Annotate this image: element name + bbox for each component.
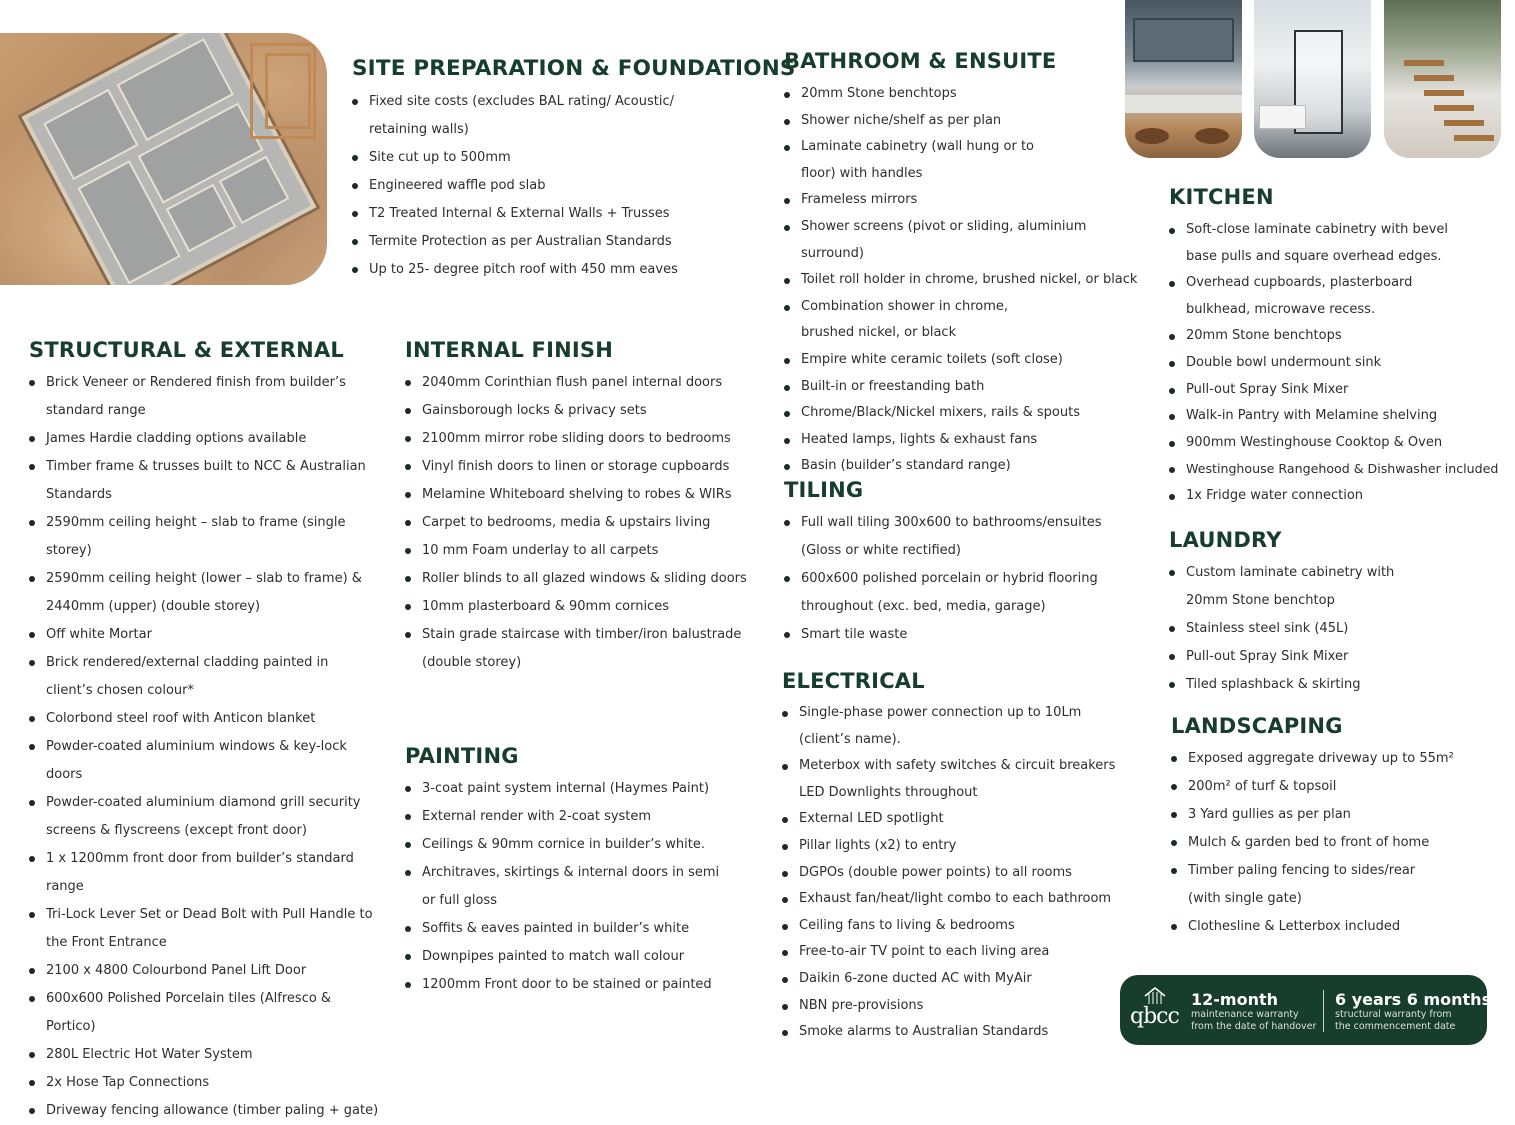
list-item: Timber frame & trusses built to NCC & Australian Standards (29, 453, 379, 509)
list-item: 10 mm Foam underlay to all carpets (405, 537, 755, 565)
list-item: Ceilings & 90mm cornice in builder’s white. (405, 831, 735, 859)
section-title: LAUNDRY (1169, 528, 1282, 552)
list-item: Walk-in Pantry with Melamine shelving (1169, 403, 1509, 430)
section-site-preparation (352, 56, 796, 284)
list-item: 2590mm ceiling height – slab to frame (single storey) (29, 509, 379, 565)
list-item: 2100 x 4800 Colourbond Panel Lift Door (29, 957, 379, 985)
section-bathroom-ensuite (784, 49, 1144, 480)
list-item: 3-coat paint system internal (Haymes Paint) (405, 775, 735, 803)
list-item: 20mm Stone benchtops (784, 81, 1144, 108)
list-item: Built-in or freestanding bath (784, 374, 1144, 401)
list-item: Smoke alarms to Australian Standards (782, 1019, 1127, 1046)
list-item: Soft-close laminate cabinetry with bevel base pulls and square overhead edges. (1169, 217, 1509, 270)
warranty-badge (1120, 975, 1492, 1045)
list-item: Driveway fencing allowance (timber paling + gate) (29, 1097, 379, 1125)
list-item: Shower niche/shelf as per plan (784, 108, 1144, 135)
list-item: Meterbox with safety switches & circuit breakers LED Downlights throughout (782, 753, 1127, 806)
list-item: T2 Treated Internal & External Walls + Trusses (352, 200, 702, 228)
list-item: External LED spotlight (782, 806, 1127, 833)
list-item: Timber paling fencing to sides/rear (with single gate) (1171, 857, 1471, 913)
list-item: Custom laminate cabinetry with 20mm Stone benchtop (1169, 559, 1469, 615)
list-item: Westinghouse Rangehood & Dishwasher included (1169, 456, 1509, 483)
list-item: Termite Protection as per Australian Standards (352, 228, 702, 256)
list-item: Laminate cabinetry (wall hung or to floor) with handles (784, 134, 1144, 187)
list-item: Chrome/Black/Nickel mixers, rails & spouts (784, 400, 1144, 427)
warranty-title: 6 years 6 months (1335, 990, 1492, 1009)
section-title: SITE PREPARATION & FOUNDATIONS (352, 56, 796, 81)
list-item: Stain grade staircase with timber/iron balustrade (double storey) (405, 621, 755, 677)
list-item: 1 x 1200mm front door from builder’s standard range (29, 845, 379, 901)
warranty-title: 12-month (1191, 990, 1278, 1009)
list-item: 200m² of turf & topsoil (1171, 773, 1471, 801)
list-item: Full wall tiling 300x600 to bathrooms/ensuites (Gloss or white rectified) (784, 509, 1114, 565)
section-laundry (1169, 528, 1469, 699)
list-item: Frameless mirrors (784, 187, 1144, 214)
list-item: Empire white ceramic toilets (soft close) (784, 347, 1144, 374)
logo-text: qbcc (1130, 1004, 1179, 1029)
warranty-line: structural warranty from (1335, 1009, 1452, 1020)
section-painting (405, 744, 735, 999)
list-item: Powder-coated aluminium windows & key-lock doors (29, 733, 379, 789)
list-item: Daikin 6-zone ducted AC with MyAir (782, 966, 1127, 993)
section-kitchen (1169, 185, 1509, 510)
aerial-site-photo (0, 33, 327, 285)
list-item: Exposed aggregate driveway up to 55m² (1171, 745, 1471, 773)
list-item: Up to 25- degree pitch roof with 450 mm eaves (352, 256, 702, 284)
list-item: Powder-coated aluminium diamond grill security screens & flyscreens (except front door) (29, 789, 379, 845)
list-item: Exhaust fan/heat/light combo to each bathroom (782, 886, 1127, 913)
list-item: Off white Mortar (29, 621, 379, 649)
list-item: Carpet to bedrooms, media & upstairs living (405, 509, 755, 537)
list-item: 600x600 polished porcelain or hybrid flooring throughout (exc. bed, media, garage) (784, 565, 1114, 621)
section-title: INTERNAL FINISH (405, 338, 613, 362)
house-icon (1144, 987, 1166, 1005)
section-title: PAINTING (405, 744, 519, 768)
warranty-line: maintenance warranty (1191, 1009, 1299, 1020)
list-item: Pull-out Spray Sink Mixer (1169, 643, 1469, 671)
list-item: Toilet roll holder in chrome, brushed nickel, or black (784, 267, 1144, 294)
section-internal-finish (405, 338, 755, 677)
section-tiling (784, 478, 1114, 649)
list-item: 2x Hose Tap Connections (29, 1069, 379, 1097)
list-item: Stainless steel sink (45L) (1169, 615, 1469, 643)
list-item: Fixed site costs (excludes BAL rating/ Acoustic/ retaining walls) (352, 88, 702, 144)
list-item: Downpipes painted to match wall colour (405, 943, 735, 971)
list-item: 1x Fridge water connection (1169, 483, 1509, 510)
section-landscaping (1171, 714, 1471, 941)
list-item: Colorbond steel roof with Anticon blanket (29, 705, 379, 733)
section-title: STRUCTURAL & EXTERNAL (29, 338, 344, 362)
section-title: KITCHEN (1169, 185, 1274, 209)
maintenance-warranty (1191, 990, 1316, 1033)
list-item: 10mm plasterboard & 90mm cornices (405, 593, 755, 621)
list-item: 600x600 Polished Porcelain tiles (Alfresco & Portico) (29, 985, 379, 1041)
list-item: 20mm Stone benchtops (1169, 323, 1509, 350)
list-item: Mulch & garden bed to front of home (1171, 829, 1471, 857)
list-item: Vinyl finish doors to linen or storage cupboards (405, 453, 755, 481)
list-item: Roller blinds to all glazed windows & sliding doors (405, 565, 755, 593)
list-item: Basin (builder’s standard range) (784, 453, 1144, 480)
list-item: Ceiling fans to living & bedrooms (782, 913, 1127, 940)
list-item: NBN pre-provisions (782, 993, 1127, 1020)
list-item: Smart tile waste (784, 621, 1114, 649)
list-item: Shower screens (pivot or sliding, aluminium surround) (784, 214, 1144, 267)
section-structural-external (29, 338, 379, 1125)
list-item: Pull-out Spray Sink Mixer (1169, 377, 1509, 404)
bathroom-photo (1254, 0, 1371, 158)
staircase-photo (1384, 0, 1501, 158)
list-item: Architraves, skirtings & internal doors in semi or full gloss (405, 859, 735, 915)
section-title: BATHROOM & ENSUITE (784, 49, 1057, 73)
list-item: Gainsborough locks & privacy sets (405, 397, 755, 425)
list-item: 900mm Westinghouse Cooktop & Oven (1169, 430, 1509, 457)
list-item: Combination shower in chrome, brushed nickel, or black (784, 294, 1144, 347)
list-item: Soffits & eaves painted in builder’s white (405, 915, 735, 943)
list-item: Site cut up to 500mm (352, 144, 702, 172)
list-item: Tiled splashback & skirting (1169, 671, 1469, 699)
section-title: ELECTRICAL (782, 669, 925, 693)
divider (1323, 990, 1324, 1032)
list-item: External render with 2-coat system (405, 803, 735, 831)
warranty-line: the commencement date (1335, 1021, 1456, 1032)
list-item: Clothesline & Letterbox included (1171, 913, 1471, 941)
section-electrical (782, 669, 1127, 1046)
list-item: DGPOs (double power points) to all rooms (782, 860, 1127, 887)
list-item: Tri-Lock Lever Set or Dead Bolt with Pull Handle to the Front Entrance (29, 901, 379, 957)
list-item: Free-to-air TV point to each living area (782, 939, 1127, 966)
list-item: Heated lamps, lights & exhaust fans (784, 427, 1144, 454)
list-item: James Hardie cladding options available (29, 425, 379, 453)
list-item: 3 Yard gullies as per plan (1171, 801, 1471, 829)
list-item: 1200mm Front door to be stained or painted (405, 971, 735, 999)
list-item: Brick rendered/external cladding painted in client’s chosen colour* (29, 649, 379, 705)
list-item: Engineered waffle pod slab (352, 172, 702, 200)
list-item: 280L Electric Hot Water System (29, 1041, 379, 1069)
list-item: 2590mm ceiling height (lower – slab to frame) & 2440mm (upper) (double storey) (29, 565, 379, 621)
qbcc-logo (1130, 993, 1188, 1029)
structural-warranty (1335, 990, 1491, 1033)
warranty-line: from the date of handover (1191, 1021, 1317, 1032)
list-item: Brick Veneer or Rendered finish from builder’s standard range (29, 369, 379, 425)
list-item: Overhead cupboards, plasterboard bulkhead, microwave recess. (1169, 270, 1509, 323)
list-item: 2040mm Corinthian flush panel internal doors (405, 369, 755, 397)
list-item: Melamine Whiteboard shelving to robes & WIRs (405, 481, 755, 509)
list-item: Pillar lights (x2) to entry (782, 833, 1127, 860)
list-item: Double bowl undermount sink (1169, 350, 1509, 377)
section-title: TILING (784, 478, 864, 502)
list-item: 2100mm mirror robe sliding doors to bedrooms (405, 425, 755, 453)
list-item: Single-phase power connection up to 10Lm (client’s name). (782, 700, 1127, 753)
section-title: LANDSCAPING (1171, 714, 1343, 738)
